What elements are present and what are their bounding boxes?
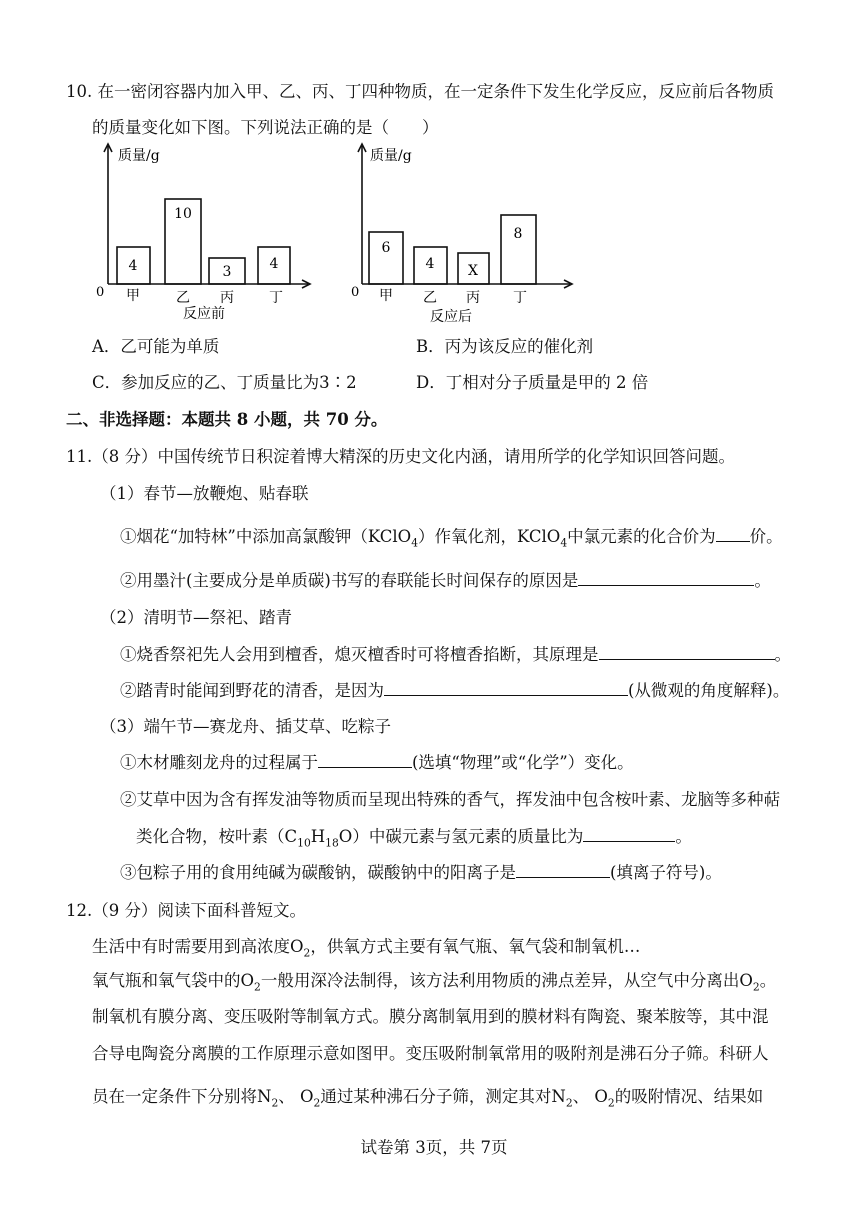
sub-2: 2 xyxy=(313,1096,321,1110)
sub-2: 2 xyxy=(303,946,311,960)
sub-2: 2 xyxy=(752,980,760,994)
q11-part2-item1 xyxy=(120,641,791,665)
q11-part2-item1-text: ①烧香祭祀先人会用到檀香，熄灭檀香时可将檀香掐断，其原理是 xyxy=(120,645,599,664)
answer-blank-valence[interactable] xyxy=(716,525,750,543)
q12-l5-b: 、 O xyxy=(278,1087,314,1106)
bar-before-yi-label: 10 xyxy=(174,206,192,222)
bar-before-ding-label: 4 xyxy=(269,256,279,272)
answer-blank-extinguish-principle[interactable] xyxy=(599,643,775,661)
tick-before-yi: 乙 xyxy=(176,290,190,306)
q12-l1-a: 生活中有时需要用到高浓度O xyxy=(92,937,304,956)
q12-l2-b: 一般用深冷法制得，该方法利用物质的沸点差异，从空气中分离出O xyxy=(260,971,753,990)
bar-before-bing-label: 3 xyxy=(222,264,232,280)
bar-after-jia-label: 6 xyxy=(381,240,391,256)
period: 。 xyxy=(774,645,791,664)
answer-blank-micro-explanation[interactable] xyxy=(384,679,628,697)
bar-after-ding-label: 8 xyxy=(513,226,523,242)
q12-l2-c: 。 xyxy=(759,971,777,990)
tick-after-ding: 丁 xyxy=(513,290,527,306)
hydrogen-symbol: H xyxy=(310,827,326,846)
tick-after-jia: 甲 xyxy=(379,288,393,304)
sub-2: 2 xyxy=(565,1096,573,1110)
tick-before-ding: 丁 xyxy=(269,290,283,306)
tick-before-bing: 丙 xyxy=(220,290,234,306)
q11-part1-item1-text-d: 价。 xyxy=(749,527,783,546)
q11-part3-item2-line1: ②艾草中因为含有挥发油等物质而呈现出特殊的香气，挥发油中包含桉叶素、龙脑等多种萜 xyxy=(120,790,780,809)
tick-before-jia: 甲 xyxy=(126,288,140,304)
q11-part1-title: （1）春节—放鞭炮、贴春联 xyxy=(100,484,309,503)
q11-part1-item1-text-b: ）作氧化剂，KClO xyxy=(418,527,561,546)
sub-18: 18 xyxy=(325,836,339,850)
chart-after-origin: 0 xyxy=(351,285,360,300)
answer-blank-change-type[interactable] xyxy=(318,751,412,769)
q11-stem: 11.（8 分）中国传统节日积淀着博大精深的历史文化内涵，请用所学的化学知识回答问题。 xyxy=(66,447,735,466)
chart-before-origin: 0 xyxy=(96,285,105,300)
q10-stem-line1: 10. 在一密闭容器内加入甲、乙、丙、丁四种物质，在一定条件下发生化学反应，反应前后各物质 xyxy=(66,82,774,101)
q12-l2-a: 氧气瓶和氧气袋中的O xyxy=(92,971,255,990)
tick-after-yi: 乙 xyxy=(423,290,437,306)
q12-l5-e: 的吸附情况、结果如 xyxy=(614,1087,764,1106)
period: 。 xyxy=(754,571,771,590)
q12-passage-line4: 合导电陶瓷分离膜的工作原理示意如图甲。变压吸附制氧常用的吸附剂是沸石分子筛。科研人 xyxy=(92,1044,769,1063)
q10-option-c: C．参加反应的乙、丁质量比为3∶2 xyxy=(92,373,357,392)
q11-part2-title: （2）清明节—祭祀、踏青 xyxy=(100,608,292,627)
sub-2: 2 xyxy=(271,1096,279,1110)
q10-stem-line2: 的质量变化如下图。下列说法正确的是（ ） xyxy=(92,118,439,137)
page-footer: 试卷第 3页，共 7页 xyxy=(360,1138,508,1157)
q11-part1-item1-text-a: ①烟花“加特林”中添加高氯酸钾（KClO xyxy=(120,527,412,546)
q11-part3-item2-line2 xyxy=(136,823,692,849)
q12-passage-line5 xyxy=(92,1083,763,1109)
q10-option-d: D．丁相对分子质量是甲的 2 倍 xyxy=(416,373,649,392)
q11-part3-item3 xyxy=(120,859,722,883)
chart-after-ylabel: 质量/g xyxy=(370,148,412,164)
q11-part3-item1-text-a: ①木材雕刻龙舟的过程属于 xyxy=(120,753,318,772)
q12-stem: 12.（9 分）阅读下面科普短文。 xyxy=(66,901,306,920)
q10-option-a: A．乙可能为单质 xyxy=(92,337,220,356)
answer-blank-cation[interactable] xyxy=(516,861,610,879)
chart-before-caption: 反应前 xyxy=(183,306,225,322)
q11-part3-item1-text-b: (选填“物理”或“化学”）变化。 xyxy=(412,753,634,772)
bar-after-yi-label: 4 xyxy=(425,256,435,272)
q12-l5-c: 通过某种沸石分子筛，测定其对N xyxy=(320,1087,566,1106)
sub-4a: 4 xyxy=(411,536,419,550)
section-2-heading: 二、非选择题：本题共 8 小题，共 70 分。 xyxy=(66,410,388,429)
q11-part2-item2 xyxy=(120,677,789,701)
q12-l5-a: 员在一定条件下分别将N xyxy=(92,1087,272,1106)
q10-option-b: B．丙为该反应的催化剂 xyxy=(416,337,594,356)
q11-part2-item2-text-b: (从微观的角度解释)。 xyxy=(628,681,790,700)
q11-part1-item2 xyxy=(120,567,771,591)
chart-after-caption: 反应后 xyxy=(430,309,472,325)
q12-passage-line3: 制氧机有膜分离、变压吸附等制氧方式。膜分离制氧用到的膜材料有陶瓷、聚苯胺等，其中混 xyxy=(92,1007,769,1026)
answer-blank-mass-ratio[interactable] xyxy=(583,825,675,843)
q11-part3-title: （3）端午节—赛龙舟、插艾草、吃粽子 xyxy=(100,717,391,736)
sub-4b: 4 xyxy=(560,536,568,550)
sub-2: 2 xyxy=(607,1096,615,1110)
sub-2: 2 xyxy=(254,980,261,994)
q12-l5-d: 、 O xyxy=(572,1087,608,1106)
q12-passage-line1 xyxy=(92,933,640,959)
q11-part3-item2-text-c: 。 xyxy=(675,827,692,846)
q11-part2-item2-text-a: ②踏青时能闻到野花的清香，是因为 xyxy=(120,681,384,700)
q12-passage-line2 xyxy=(92,967,776,993)
q11-part3-item2-text-b: O）中碳元素与氢元素的质量比为 xyxy=(338,827,584,846)
q11-part1-item1 xyxy=(120,523,783,549)
tick-after-bing: 丙 xyxy=(466,290,480,306)
chart-before-ylabel: 质量/g xyxy=(118,148,160,164)
chart-after-reaction xyxy=(348,140,588,330)
chart-before-reaction xyxy=(96,140,326,325)
q11-part3-item3-text-a: ③包粽子用的食用纯碱为碳酸钠，碳酸钠中的阳离子是 xyxy=(120,863,516,882)
q11-part3-item2-text-a: 类化合物，桉叶素（C xyxy=(136,827,298,846)
bar-after-bing-label: X xyxy=(468,263,478,279)
q11-part3-item3-text-b: (填离子符号)。 xyxy=(610,863,722,882)
answer-blank-carbon-stability[interactable] xyxy=(578,569,754,587)
q11-part3-item1 xyxy=(120,749,634,773)
sub-10: 10 xyxy=(297,836,311,850)
q11-part1-item1-text-c: 中氯元素的化合价为 xyxy=(567,527,716,546)
bar-before-jia-label: 4 xyxy=(128,258,138,274)
q12-l1-b: ，供氧方式主要有氧气瓶、氧气袋和制氧机… xyxy=(310,937,641,956)
q11-part1-item2-text: ②用墨汁(主要成分是单质碳)书写的春联能长时间保存的原因是 xyxy=(120,571,579,590)
